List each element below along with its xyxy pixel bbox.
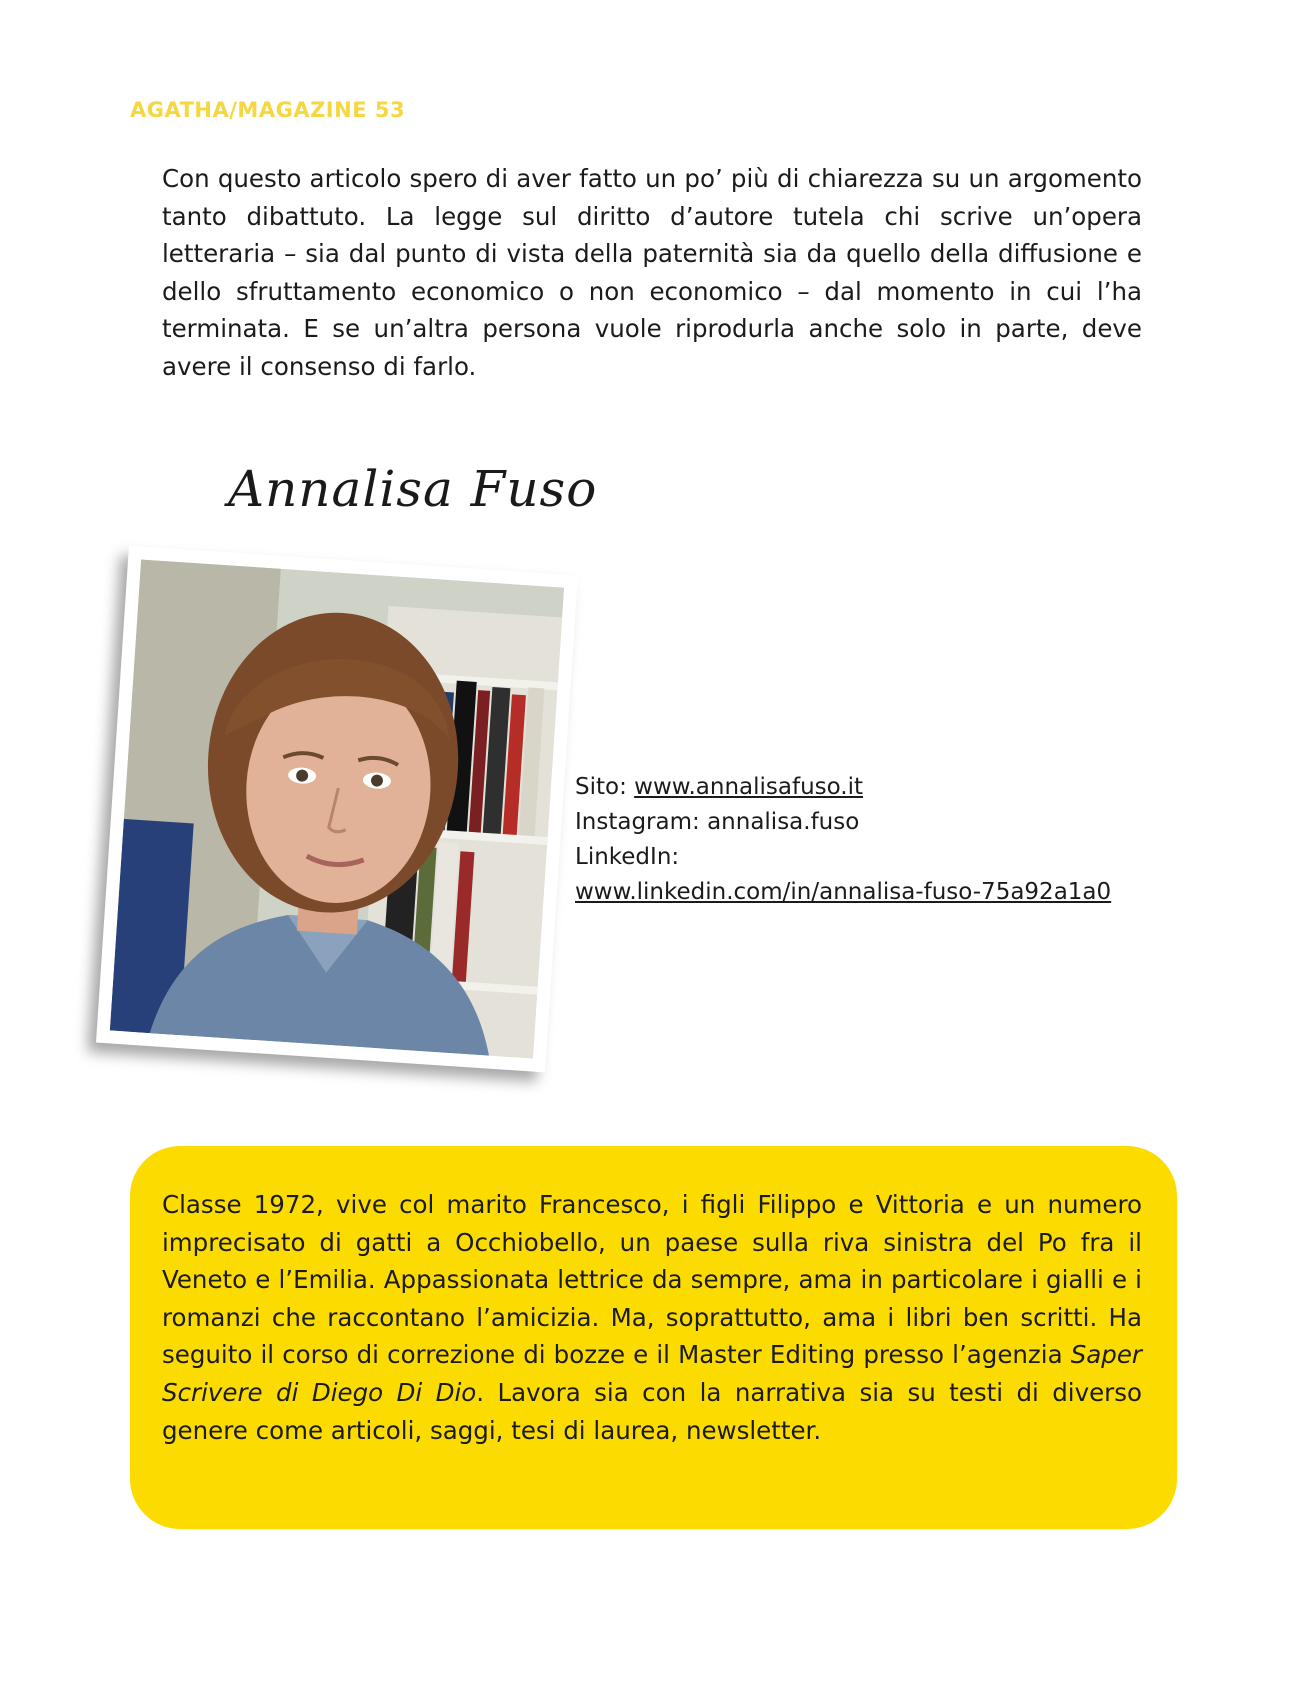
bio-agency-name: Saper Scrivere di Diego Di Dio bbox=[162, 1340, 1142, 1407]
site-label: Sito: bbox=[575, 774, 635, 800]
author-portrait-icon bbox=[110, 559, 564, 1058]
instagram-line: Instagram: annalisa.fuso bbox=[575, 809, 860, 835]
author-signature: Annalisa Fuso bbox=[228, 460, 598, 518]
article-closing-paragraph: Con questo articolo spero di aver fatto un po’ più di chiarezza su un argomento tanto dibattuto. La legge sul diritto d’autore tutela chi scrive un’opera letteraria – sia dal punto di vista della paternità sia da quello della diffusione e dello sfruttamento economico o non economico – dal momento in cui l’ha terminata. E se un’altra persona vuole riprodurla anche solo in parte, deve avere il consenso di farlo. bbox=[162, 164, 1142, 381]
author-bio bbox=[162, 1186, 1142, 1449]
bio-text-part2: . Lavora sia con la narrativa sia su testi di diverso genere come articoli, saggi, tesi di laurea, newsletter. bbox=[162, 1377, 1142, 1445]
magazine-header: AGATHA/MAGAZINE 53 bbox=[130, 98, 406, 122]
author-photo bbox=[96, 546, 578, 1073]
site-link[interactable]: www.annalisafuso.it bbox=[634, 774, 864, 800]
site-line bbox=[575, 770, 1111, 805]
linkedin-label: LinkedIn: bbox=[575, 844, 680, 870]
linkedin-link[interactable]: www.linkedin.com/in/annalisa-fuso-75a92a1a0 bbox=[575, 879, 1112, 905]
author-contacts bbox=[575, 770, 1111, 910]
bio-text-part1: Classe 1972, vive col marito Francesco, i figli Filippo e Vittoria e un numero imprecisato di gatti a Occhiobello, un paese sulla riva sinistra del Po fra il Veneto e l’Emilia. Appassionata lettrice da sempre, ama in particolare i gialli e i romanzi che raccontano l’amicizia. Ma, soprattutto, ama i libri ben scritti. Ha seguito il corso di correzione di bozze e il Master Editing presso l’agenzia bbox=[162, 1190, 1142, 1370]
